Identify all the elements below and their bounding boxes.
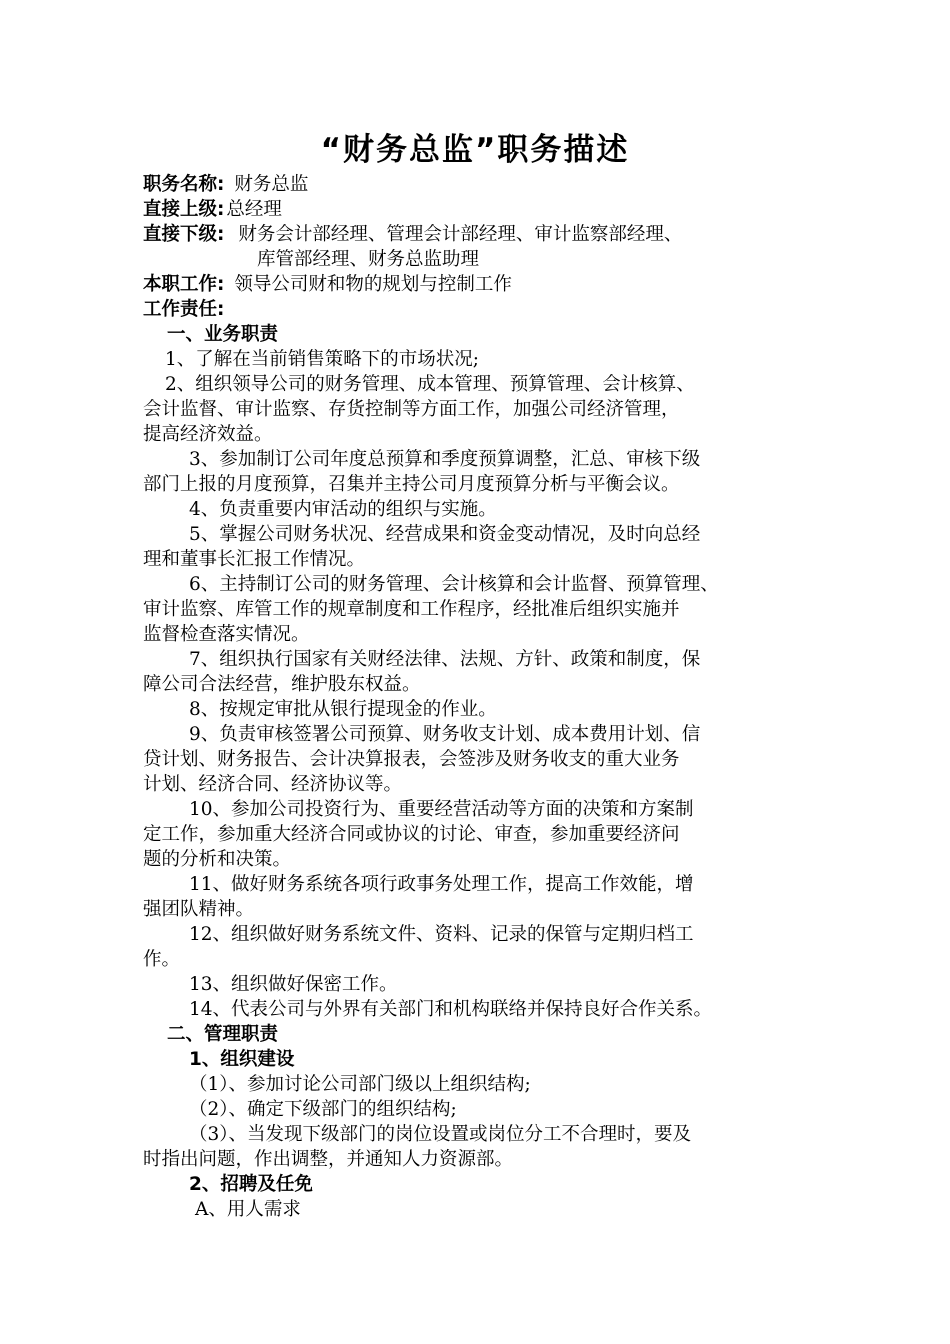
paragraph-line: 会计监督、审计监察、存货控制等方面工作，加强公司经济管理， [143, 399, 680, 420]
document-title: “财务总监”职务描述 [320, 132, 630, 168]
paragraph-line: 计划、经济合同、经济协议等。 [143, 774, 403, 795]
paragraph-line: （2）、确定下级部门的组织结构; [189, 1099, 457, 1120]
field-label: 直接上级: [143, 199, 225, 220]
org-item-3 [143, 1122, 811, 1172]
paragraph-line: 5、掌握公司财务状况、经营成果和资金变动情况，及时向总经 [189, 524, 701, 545]
paragraph-line: 13、组织做好保密工作。 [189, 974, 398, 995]
paragraph-line: 1、了解在当前销售策略下的市场状况; [165, 349, 480, 370]
field-label: 工作责任: [143, 299, 225, 320]
paragraph-line: 障公司合法经营，维护股东权益。 [143, 674, 421, 695]
duty-item-14 [143, 997, 811, 1022]
paragraph-line: 部门上报的月度预算，召集并主持公司月度预算分析与平衡会议。 [143, 474, 680, 495]
paragraph-line: 定工作，参加重大经济合同或协议的讨论、审查，参加重要经济问 [143, 824, 680, 845]
field-label: 本职工作: [143, 274, 225, 295]
duty-item-10 [143, 797, 811, 872]
document-body [143, 172, 811, 1222]
duty-item-3 [143, 447, 811, 497]
field-subordinate [143, 222, 811, 247]
section-heading: 一、业务职责 [167, 324, 279, 345]
field-superior [143, 197, 811, 222]
paragraph-line: 8、按规定审批从银行提现金的作业。 [189, 699, 497, 720]
paragraph-line: 题的分析和决策。 [143, 849, 292, 870]
paragraph-line: 2、组织领导公司的财务管理、成本管理、预算管理、会计核算、 [165, 374, 695, 395]
paragraph-line: 4、负责重要内审活动的组织与实施。 [189, 499, 497, 520]
field-value: 财务会计部经理、管理会计部经理、审计监察部经理、 [238, 224, 683, 245]
paragraph-line: 贷计划、财务报告、会计决算报表，会签涉及财务收支的重大业务 [143, 749, 680, 770]
duty-item-4 [143, 497, 811, 522]
paragraph-line: 7、组织执行国家有关财经法律、法规、方针、政策和制度，保 [189, 649, 701, 670]
paragraph-line: 12、组织做好财务系统文件、资料、记录的保管与定期归档工 [189, 924, 694, 945]
paragraph-line: 9、负责审核签署公司预算、财务收支计划、成本费用计划、信 [189, 724, 701, 745]
field-position [143, 172, 811, 197]
section-heading: 二、管理职责 [167, 1024, 279, 1045]
paragraph-line: 时指出问题，作出调整，并通知人力资源部。 [143, 1149, 514, 1170]
field-value: 领导公司财和物的规划与控制工作 [234, 274, 512, 295]
paragraph-line: A、用人需求 [195, 1199, 301, 1220]
paragraph-line: 6、主持制订公司的财务管理、会计核算和会计监督、预算管理、 [189, 574, 719, 595]
paragraph-line: 作。 [143, 949, 181, 970]
duty-item-9 [143, 722, 811, 797]
duty-item-13 [143, 972, 811, 997]
field-label: 直接下级: [143, 224, 225, 245]
paragraph-line: 14、代表公司与外界有关部门和机构联络并保持良好合作关系。 [189, 999, 713, 1020]
paragraph-line: （1）、参加讨论公司部门级以上组织结构; [189, 1074, 531, 1095]
org-item-2 [143, 1097, 811, 1122]
field-work [143, 272, 811, 297]
field-duty [143, 297, 811, 322]
paragraph-line: 提高经济效益。 [143, 424, 273, 445]
paragraph-line: 10、参加公司投资行为、重要经营活动等方面的决策和方案制 [189, 799, 694, 820]
duty-item-7 [143, 647, 811, 697]
paragraph-line: 11、做好财务系统各项行政事务处理工作，提高工作效能，增 [189, 874, 694, 895]
paragraph-line: 强团队精神。 [143, 899, 255, 920]
field-value: 总经理 [226, 199, 282, 220]
duty-item-8 [143, 697, 811, 722]
subsection-heading: 2、招聘及任免 [189, 1174, 313, 1195]
duty-item-12 [143, 922, 811, 972]
field-label: 职务名称: [143, 174, 225, 195]
recruit-item-a [143, 1197, 811, 1222]
paragraph-line: 监督检查落实情况。 [143, 624, 310, 645]
subsection-heading: 1、组织建设 [189, 1049, 295, 1070]
paragraph-line: （3）、当发现下级部门的岗位设置或岗位分工不合理时，要及 [189, 1124, 692, 1145]
paragraph-line: 审计监察、库管工作的规章制度和工作程序，经批准后组织实施并 [143, 599, 680, 620]
org-item-1 [143, 1072, 811, 1097]
duty-item-1 [143, 347, 811, 372]
duty-item-6 [143, 572, 811, 647]
field-value: 财务总监 [234, 174, 309, 195]
duty-item-5 [143, 522, 811, 572]
duty-item-2 [143, 372, 811, 447]
duty-item-11 [143, 872, 811, 922]
paragraph-line: 3、参加制订公司年度总预算和季度预算调整，汇总、审核下级 [189, 449, 701, 470]
field-value-continued: 库管部经理、财务总监助理 [257, 249, 480, 270]
paragraph-line: 理和董事长汇报工作情况。 [143, 549, 366, 570]
